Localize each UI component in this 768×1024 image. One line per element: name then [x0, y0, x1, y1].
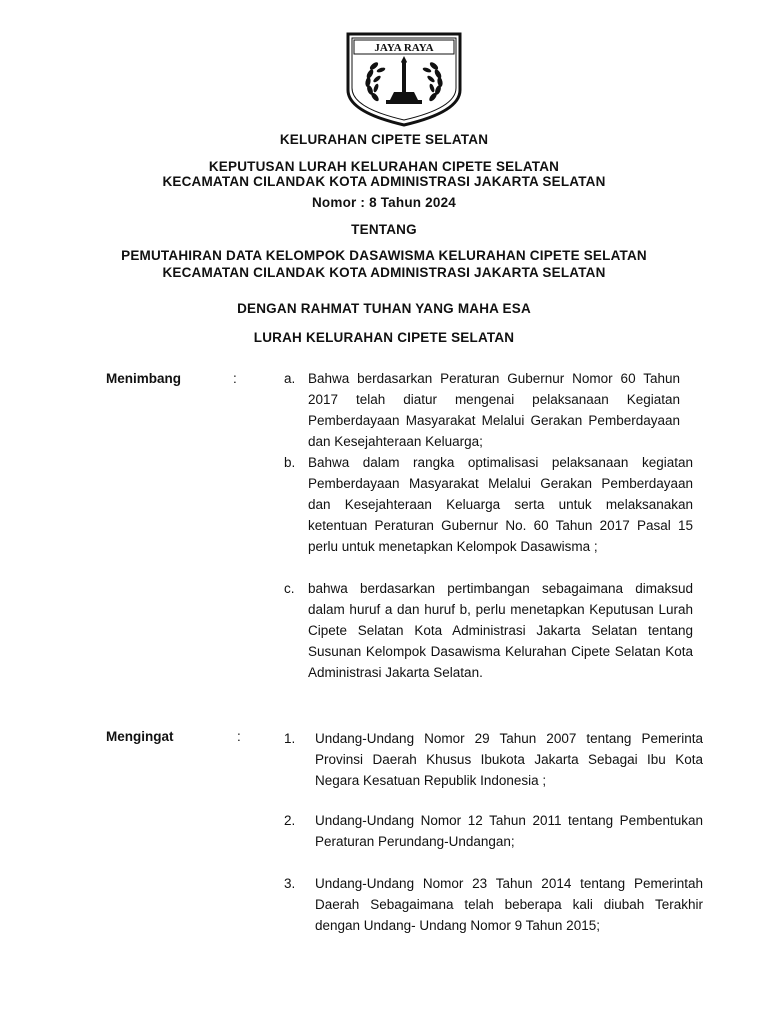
blessing-line: DENGAN RAHMAT TUHAN YANG MAHA ESA	[237, 301, 531, 316]
about-heading: TENTANG	[351, 222, 417, 237]
subject-line2: KECAMATAN CILANDAK KOTA ADMINISTRASI JAKARTA SELATAN	[162, 265, 606, 280]
mengingat-label: Mengingat	[106, 729, 174, 744]
list-item	[308, 578, 693, 683]
official-title: LURAH KELURAHAN CIPETE SELATAN	[253, 330, 515, 345]
list-item	[308, 452, 693, 557]
menimbang-colon: :	[233, 371, 237, 386]
jaya-raya-emblem	[344, 30, 464, 128]
mengingat-2-marker: 2.	[284, 813, 296, 828]
emblem-banner-text: JAYA RAYA	[374, 42, 434, 54]
decree-title-line2: KECAMATAN CILANDAK KOTA ADMINISTRASI JAKARTA SELATAN	[162, 174, 606, 189]
list-item	[315, 810, 703, 852]
list-item	[308, 368, 680, 452]
menimbang-c-text: bahwa berdasarkan pertimbangan sebagaimana dimaksud dalam huruf a dan huruf b, perlu menetapkan Keputusan Lurah Cipete Selatan Kota Administrasi Jakarta Selatan tentang Susunan Kelompok Dasawisma Kelurahan Cipete Selatan Kota Administrasi Jakarta Selatan.	[308, 581, 693, 680]
menimbang-a-text: Bahwa berdasarkan Peraturan Gubernur Nomor 60 Tahun 2017 telah diatur mengenai pelaksanaan Kegiatan Pemberdayaan Masyarakat Melalui Gerakan Pemberdayaan dan Kesejahteraan Keluarga;	[308, 371, 680, 449]
list-item	[315, 728, 703, 791]
decree-title-line1: KEPUTUSAN LURAH KELURAHAN CIPETE SELATAN	[208, 159, 560, 174]
mengingat-1-text: Undang-Undang Nomor 29 Tahun 2007 tentang Pemerinta Provinsi Daerah Khusus Ibukota Jakarta Sebagai Ibu Kota Negara Kesatuan Republik Indonesia ;	[315, 731, 703, 788]
mengingat-2-text: Undang-Undang Nomor 12 Tahun 2011 tentang Pembentukan Peraturan Perundang-Undangan;	[315, 813, 703, 849]
menimbang-c-marker: c.	[284, 581, 295, 596]
list-item	[315, 873, 703, 936]
mengingat-1-marker: 1.	[284, 731, 296, 746]
mengingat-3-marker: 3.	[284, 876, 296, 891]
menimbang-b-marker: b.	[284, 455, 296, 470]
menimbang-label: Menimbang	[106, 371, 182, 386]
menimbang-a-marker: a.	[284, 371, 296, 386]
menimbang-b-text: Bahwa dalam rangka optimalisasi pelaksanaan kegiatan Pemberdayaan Masyarakat Melalui Gerakan Pemberdayaan dan Kesejahteraan Keluarga serta untuk melaksanakan ketentuan Peraturan Gubernur No. 60 Tahun 2017 Pasal 15 perlu untuk menetapkan Kelompok Dasawisma ;	[308, 455, 693, 554]
mengingat-colon: :	[237, 729, 241, 744]
subject-line1: PEMUTAHIRAN DATA KELOMPOK DASAWISMA KELURAHAN CIPETE SELATAN	[121, 248, 647, 263]
office-heading: KELURAHAN CIPETE SELATAN	[279, 132, 489, 147]
mengingat-3-text: Undang-Undang Nomor 23 Tahun 2014 tentang Pemerintah Daerah Sebagaimana telah beberapa kali diubah Terakhir dengan Undang- Undang Nomor 9 Tahun 2015;	[315, 876, 703, 933]
decree-number: Nomor : 8 Tahun 2024	[311, 195, 457, 210]
